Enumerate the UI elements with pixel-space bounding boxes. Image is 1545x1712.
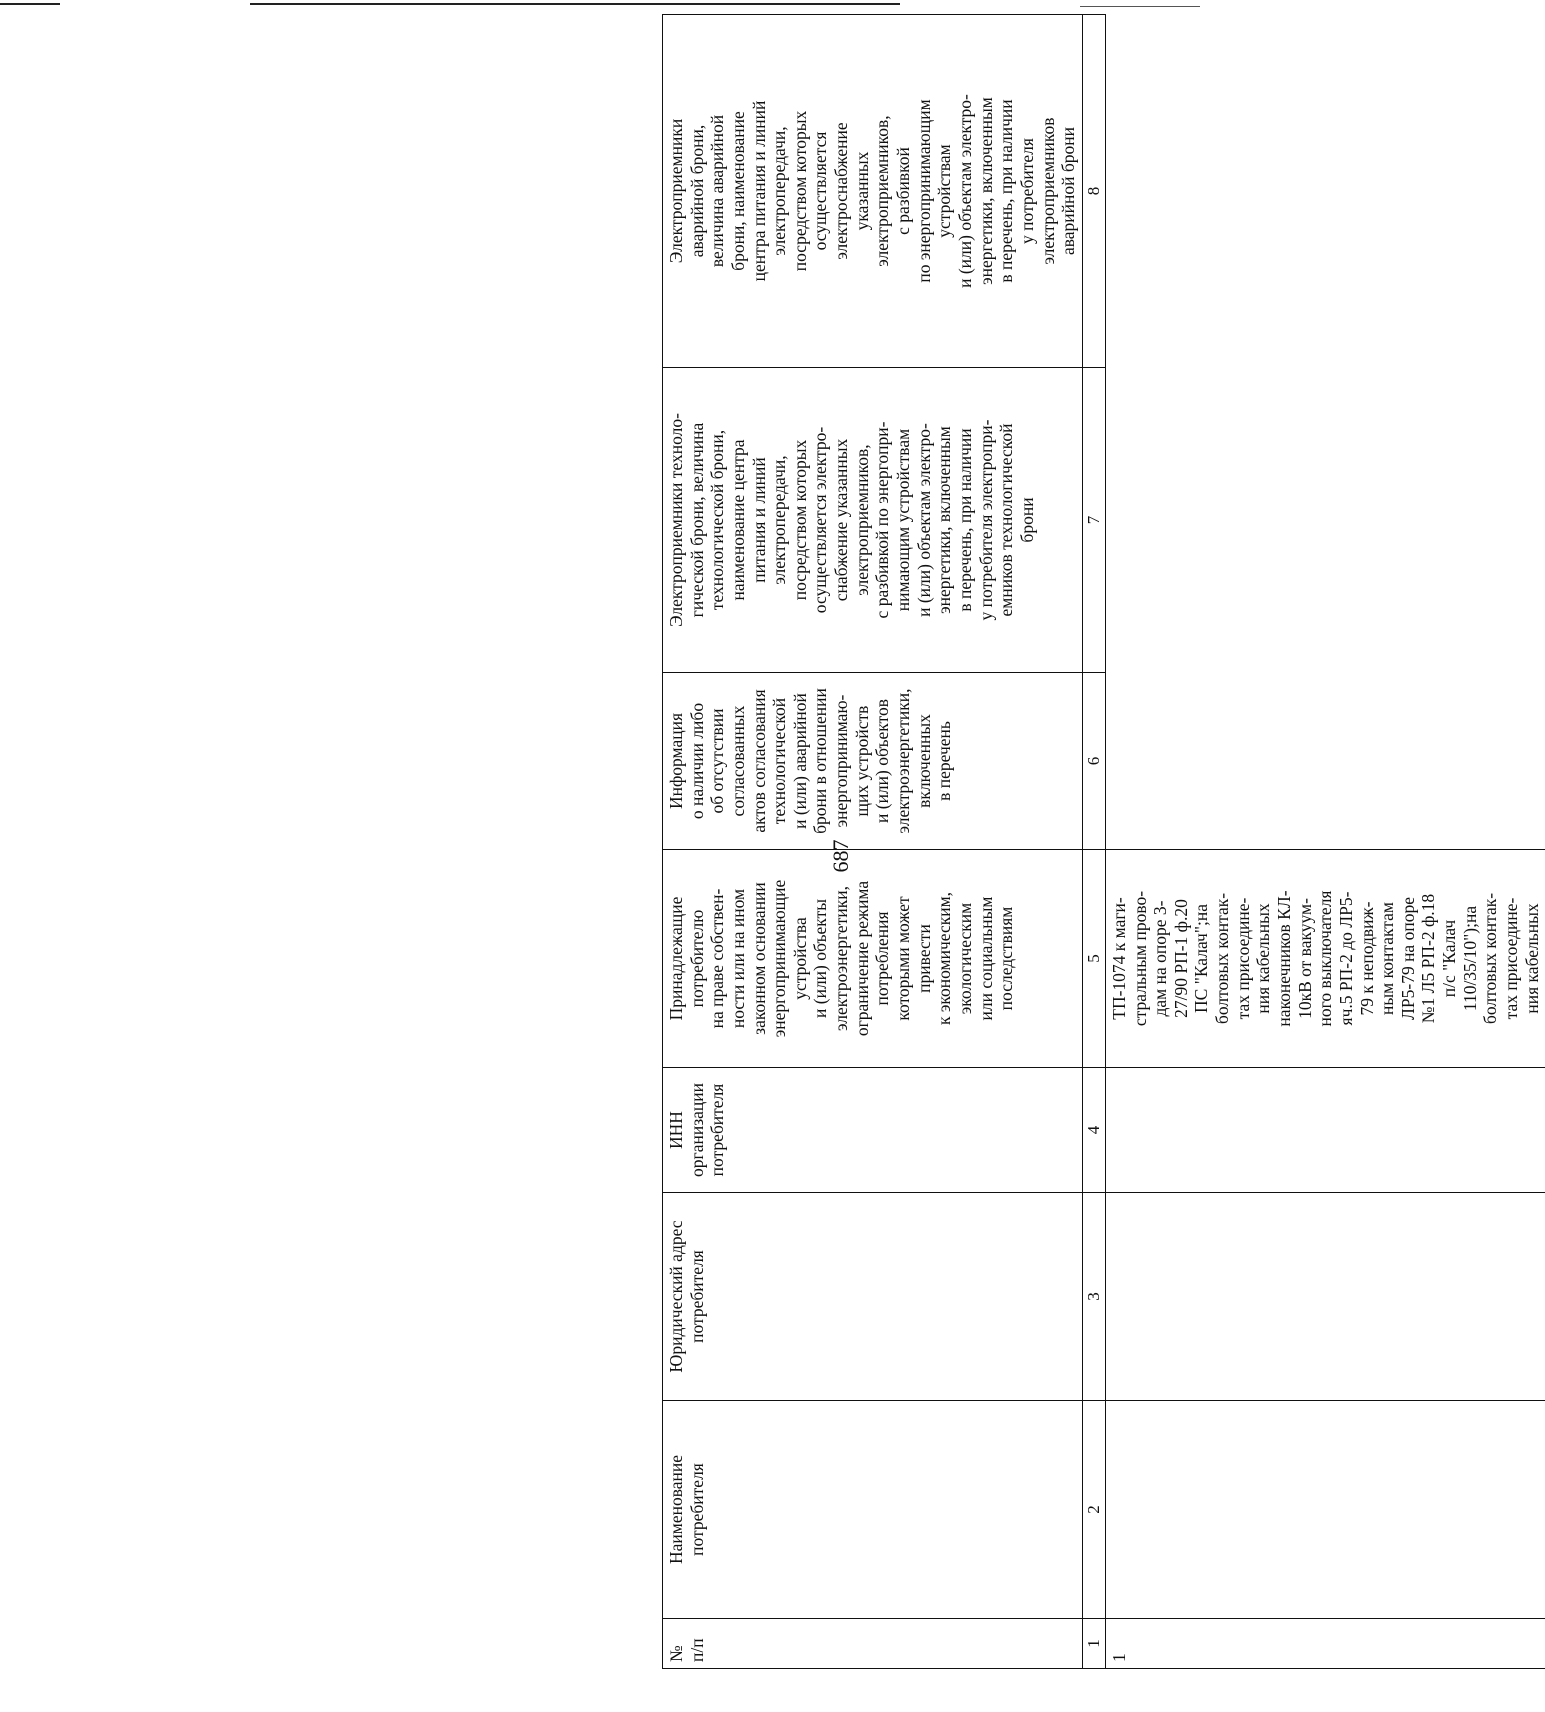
page-number: 687: [828, 839, 853, 873]
consumer-table: [662, 14, 1545, 1669]
header-devices: Принадлежащие потребителю на праве собствен- ности или на ином законном основании энергопринимающие устройства и (или) объекты электроэнергетики, ограничение режима потребления которыми может привести к экономическим, экологическим или социальным последствиям: [663, 850, 1083, 1068]
header-row: [663, 15, 1083, 1669]
row-legal-address: [1105, 1193, 1545, 1401]
column-number: 5: [1082, 850, 1105, 1068]
column-number-row: [1082, 15, 1105, 1669]
column-number: 3: [1082, 1193, 1105, 1401]
header-emergency-reserve: Электроприемники аварийной брони, величина аварийной брони, наименование центра питания и линий электропередачи, посредством которых осуществляется электроснабжение указанных электроприемников, с разбивкой по энергопринимающим устройствам и (или) объектам электро- энергетики, включенным в перечень, при наличии у потребителя электроприемников аварийной брони: [663, 15, 1083, 368]
column-number: 2: [1082, 1401, 1105, 1619]
header-inn: ИНН организации потребителя: [663, 1068, 1083, 1193]
column-number: 4: [1082, 1068, 1105, 1193]
row-emergency-reserve: [1105, 15, 1545, 368]
row-inn: [1105, 1068, 1545, 1193]
header-legal-address: Юридический адрес потребителя: [663, 1193, 1083, 1401]
row-number: 1: [1105, 1619, 1545, 1669]
column-number: 1: [1082, 1619, 1105, 1669]
column-number: 8: [1082, 15, 1105, 368]
row-devices: ТП-1074 к маги- стральным прово- дам на опоре 3- 27/90 РП-1 ф.20 ПС "Калач";на болтовых контак- тах присоедине- ния кабельных наконечников КЛ- 10кВ от вакуум- ного выключателя яч.5 РП-2 до ЛР5- 79 к неподвиж- ным контактам ЛР5-79 на опоре №1 Л5 РП-2 ф.18 п/с "Калач 110/35/10");на болтовых контак- тах присоедине- ния кабельных: [1105, 850, 1545, 1068]
row-consumer-name: [1105, 1401, 1545, 1619]
column-number: 7: [1082, 368, 1105, 673]
header-consumer-name: Наименование потребителя: [663, 1401, 1083, 1619]
table-row: [1105, 15, 1545, 1669]
row-acts-info: [1105, 673, 1545, 850]
header-acts-info: Информация о наличии либо об отсутствии согласованных актов согласования технологической и (или) аварийной брони в отношении энергопринимаю- щих устройств и (или) объектов электроэнергетики, включенных в перечень: [663, 673, 1083, 850]
column-number: 6: [1082, 673, 1105, 850]
row-tech-reserve: [1105, 368, 1545, 673]
header-tech-reserve: Электроприемники техноло- гической брони, величина технологической брони, наименование центра питания и линий электропередачи, посредством которых осуществляется электро- снабжение указанных электроприемников, с разбивкой по энергопри- нимающим устройствам и (или) объектам электро- энергетики, включенным в перечень, при наличии у потребителя электропри- емников технологической брони: [663, 368, 1083, 673]
header-number: № п/п: [663, 1619, 1083, 1669]
